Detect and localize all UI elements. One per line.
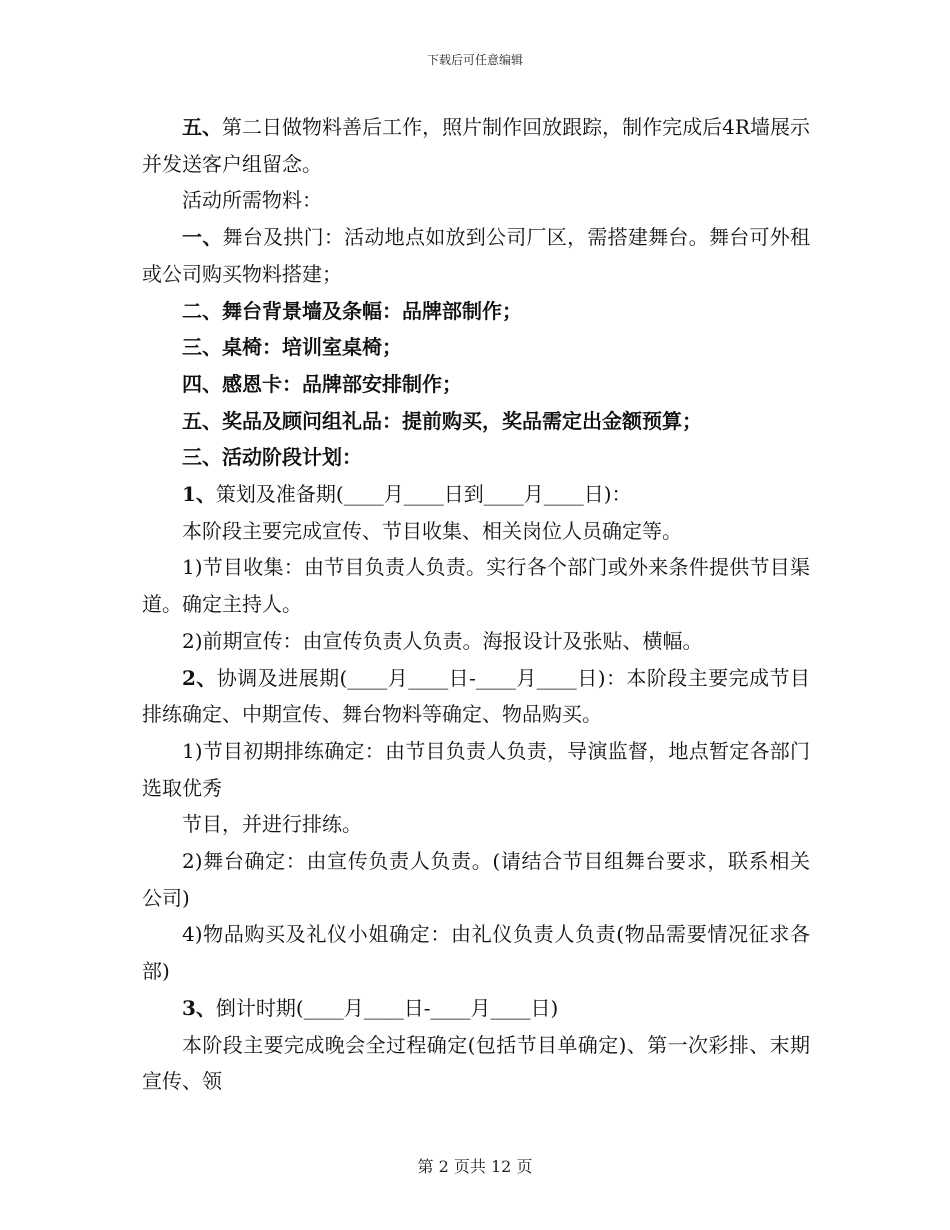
paragraph-13 xyxy=(142,660,810,733)
paragraph-6 xyxy=(142,366,810,403)
paragraph-text: 桌椅：培训室桌椅； xyxy=(222,335,402,360)
paragraph-label: 四、 xyxy=(182,371,222,396)
paragraph-label: 1、 xyxy=(182,482,216,507)
paragraph-text: 本阶段主要完成晚会全过程确定(包括节目单确定)、第一次彩排、末期宣传、领 xyxy=(142,1032,810,1094)
paragraph-11 xyxy=(142,549,810,622)
paragraph-text: 倒计时期(____月____日-____月____日) xyxy=(215,995,559,1020)
paragraph-label: 2、 xyxy=(182,665,217,690)
paragraph-label: 三、 xyxy=(182,335,222,360)
paragraph-text: 2)前期宣传：由宣传负责人负责。海报设计及张贴、横幅。 xyxy=(182,628,703,653)
page-header: 下载后可任意编辑 xyxy=(426,53,523,67)
paragraph-text: 节目，并进行排练。 xyxy=(182,812,362,837)
paragraph-text: 舞台背景墙及条幅：品牌部制作； xyxy=(222,298,522,323)
paragraph-text: 舞台及拱门：活动地点如放到公司厂区，需搭建舞台。舞台可外租或公司购买物料搭建； xyxy=(142,225,811,286)
paragraph-text: 本阶段主要完成宣传、节目收集、相关岗位人员确定等。 xyxy=(182,518,682,543)
paragraph-text: 1)节目收集：由节目负责人负责。实行各个部门或外来条件提供节目渠道。确定主持人。 xyxy=(142,555,810,617)
paragraph-text: 第二日做物料善后工作，照片制作回放跟踪，制作完成后4R墙展示并发送客户组留念。 xyxy=(142,115,810,176)
paragraph-1 xyxy=(142,109,810,182)
paragraph-label: 二、 xyxy=(182,298,222,323)
paragraph-3 xyxy=(142,219,810,292)
paragraph-2 xyxy=(142,182,810,219)
paragraph-label: 五、 xyxy=(182,408,222,433)
paragraph-text: 协调及进展期(____月____日-____月____日)：本阶段主要完成节目排练确定、中期宣传、舞台物料等确定、物品购买。 xyxy=(142,665,810,727)
page-footer: 第 2 页共 12 页 xyxy=(417,1157,533,1176)
paragraph-text: 活动所需物料： xyxy=(182,188,322,213)
paragraph-label: 一、 xyxy=(182,225,223,250)
paragraph-19 xyxy=(142,1027,810,1100)
paragraph-text: 2)舞台确定：由宣传负责人负责。(请结合节目组舞台要求，联系相关公司) xyxy=(142,849,810,910)
paragraph-text: 奖品及顾问组礼品：提前购买，奖品需定出金额预算； xyxy=(222,408,702,433)
paragraph-label: 三、 xyxy=(182,445,222,470)
paragraph-12 xyxy=(142,623,810,660)
paragraph-text: 活动阶段计划： xyxy=(222,445,362,470)
paragraph-text: 感恩卡：品牌部安排制作； xyxy=(222,371,462,396)
paragraph-text: 1)节目初期排练确定：由节目负责人负责，导演监督，地点暂定各部门选取优秀 xyxy=(142,738,810,800)
paragraph-16 xyxy=(142,843,810,916)
paragraph-7 xyxy=(142,403,810,440)
paragraph-text: 策划及准备期(____月____日到____月____日)： xyxy=(215,482,632,507)
paragraph-8 xyxy=(142,439,810,476)
paragraph-14 xyxy=(142,733,810,806)
paragraph-15 xyxy=(142,806,810,843)
paragraph-label: 3、 xyxy=(182,995,216,1020)
paragraph-4 xyxy=(142,293,810,330)
paragraph-10 xyxy=(142,513,810,550)
paragraph-9 xyxy=(142,476,810,513)
paragraph-label: 五、 xyxy=(182,115,223,139)
document-body xyxy=(142,109,810,1100)
paragraph-text: 4)物品购买及礼仪小姐确定：由礼仪负责人负责(物品需要情况征求各部) xyxy=(142,922,810,984)
paragraph-5 xyxy=(142,329,810,366)
paragraph-17 xyxy=(142,916,810,989)
paragraph-18 xyxy=(142,990,810,1027)
